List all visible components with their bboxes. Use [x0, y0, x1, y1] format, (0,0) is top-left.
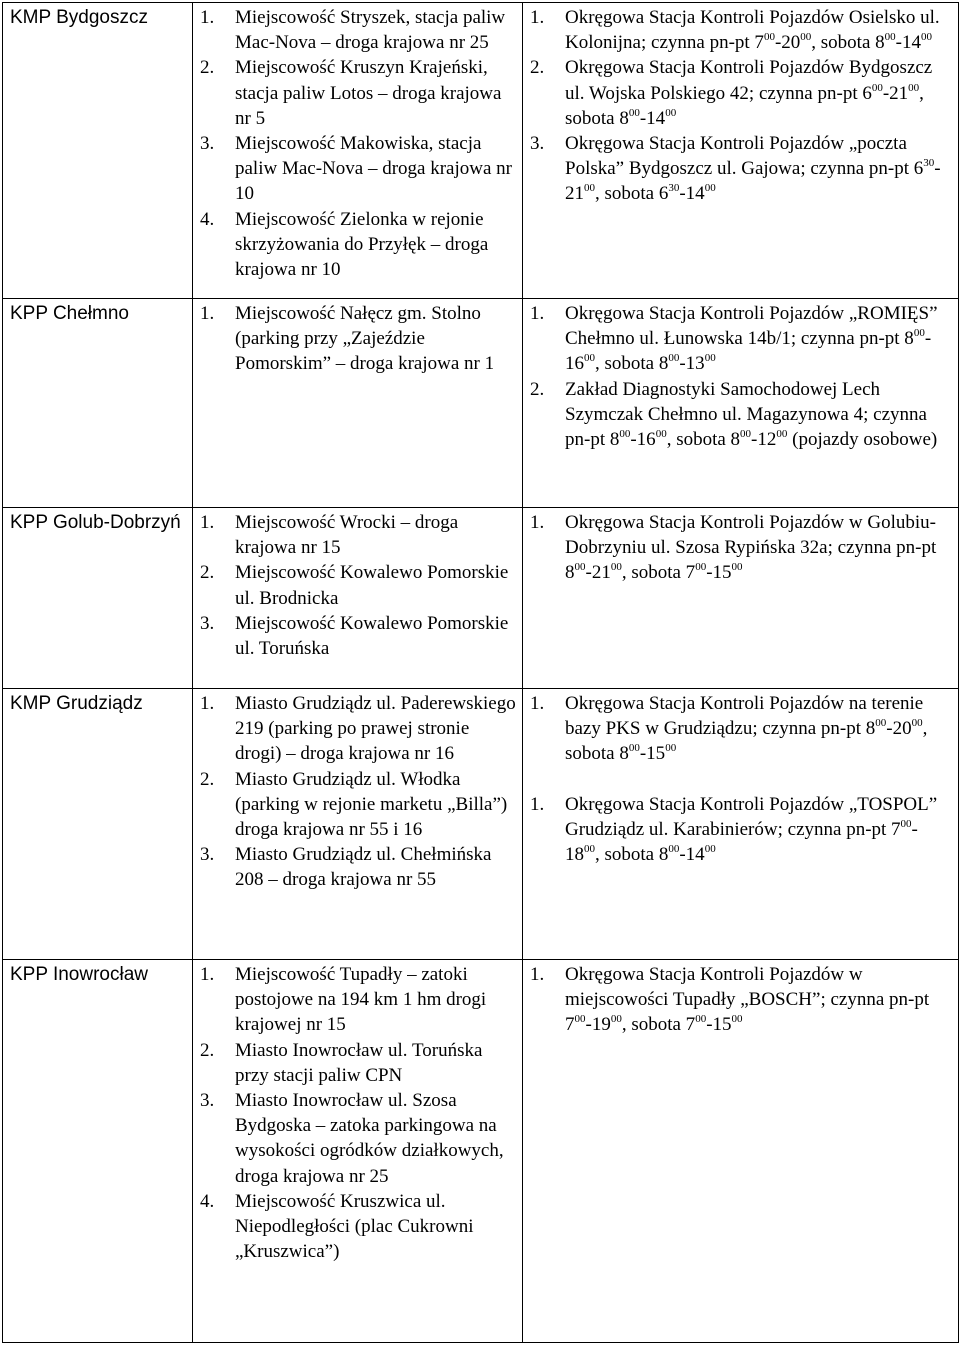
location-item: 1. Miejscowość Tupadły – zatoki postojowe na 194 km 1 hm drogi krajowej nr 15 [200, 964, 487, 1036]
locations-cell [193, 299, 523, 508]
table-row [3, 960, 959, 1343]
locations-cell [193, 689, 523, 960]
table-row [3, 299, 959, 508]
location-item: 3. Miejscowość Kowalewo Pomorskie ul. Toruńska [200, 612, 509, 660]
location-item: 4. Miejscowość Kruszwica ul. Niepodległości (plac Cukrowni „Kruszwica”) [200, 1190, 474, 1263]
location-item: 3. Miasto Inowrocław ul. Szosa Bydgoska – zatoka parkingowa na wysokości ogródków działkowych, droga krajowa nr 25 [200, 1090, 504, 1187]
police-unit-cell: KMP Grudziądz [3, 689, 193, 960]
police-unit-cell: KPP Inowrocław [3, 960, 193, 1343]
station-item: 1. Okręgowa Stacja Kontroli Pojazdów w miejscowości Tupadły „BOSCH”; czynna pn-pt $7^{00}-19^{00}$, sobota $7^{00}-15^{00}$ [530, 964, 930, 1036]
location-item: 1. Miasto Grudziądz ul. Paderewskiego 219 (parking po prawej stronie drogi) – droga krajowa nr 16 [200, 693, 516, 765]
stations-cell [523, 3, 959, 299]
stations-cell [523, 508, 959, 689]
locations-cell [193, 960, 523, 1343]
police-unit-cell: KPP Golub-Dobrzyń [3, 508, 193, 689]
location-item: 1. Miejscowość Nałęcz gm. Stolno (parking przy „Zajeździe Pomorskim” – droga krajowa nr 1 [200, 303, 495, 375]
station-item: 1. Okręgowa Stacja Kontroli Pojazdów na terenie bazy PKS w Grudziądzu; czynna pn-pt $8^{00}-20^{00}$, sobota $8^{00}-15^{00}$ [530, 693, 928, 765]
location-item: 2. Miasto Inowrocław ul. Toruńska przy stacji paliw CPN [200, 1039, 483, 1086]
location-item: 3. Miejscowość Makowiska, stacja paliw Mac-Nova – droga krajowa nr 10 [200, 133, 512, 205]
table-row [3, 508, 959, 689]
stations-cell [523, 299, 959, 508]
station-item: 1. Okręgowa Stacja Kontroli Pojazdów „ROMIĘS” Chełmno ul. Łunowska 14b/1; czynna pn-pt $8^{00}-16^{00}$, sobota $8^{00}-13^{00}$ [530, 303, 938, 375]
location-item: 2. Miejscowość Kruszyn Krajeński, stacja paliw Lotos – droga krajowa nr 5 [200, 57, 502, 129]
table-row [3, 689, 959, 960]
opening-hours: czynna pn-pt $8^{00}-20^{00}$, sobota $8^{00}-15^{00}$ [565, 717, 928, 765]
locations-cell [193, 508, 523, 689]
station-item: 2. Okręgowa Stacja Kontroli Pojazdów Bydgoszcz ul. Wojska Polskiego 42; czynna pn-pt $6^{00}-21^{00}$, sobota $8^{00}-14^{00}$ [530, 57, 933, 129]
opening-hours: czynna pn-pt $6^{00}-21^{00}$, sobota $8^{00}-14^{00}$ [565, 81, 924, 129]
station-item: 1. Okręgowa Stacja Kontroli Pojazdów Osielsko ul. Kolonijna; czynna pn-pt $7^{00}-20^{00}$, sobota $8^{00}-14^{00}$ [530, 7, 940, 54]
location-item: 1. Miejscowość Wrocki – droga krajowa nr 15 [200, 512, 459, 559]
opening-hours: czynna pn-pt $8^{00}-16^{00}$, sobota $8^{00}-13^{00}$ [565, 327, 932, 375]
opening-hours: czynna pn-pt $7^{00}-20^{00}$, sobota $8^{00}-14^{00}$ [651, 31, 932, 54]
location-item: 4. Miejscowość Zielonka w rejonie skrzyżowania do Przyłęk – droga krajowa nr 10 [200, 208, 489, 281]
opening-hours: czynna pn-pt $7^{00}-19^{00}$, sobota $7^{00}-15^{00}$ [565, 989, 930, 1036]
location-item: 2. Miasto Grudziądz ul. Włodka (parking w rejonie marketu „Billa”) droga krajowa nr 55 i 16 [200, 768, 508, 841]
police-unit-cell: KPP Chełmno [3, 299, 193, 508]
table-row [3, 3, 959, 299]
opening-hours: czynna pn-pt $8^{00}-16^{00}$, sobota $8^{00}-12^{00}$ (pojazdy osobowe) [565, 403, 938, 451]
stations-cell [523, 960, 959, 1343]
inspection-table [2, 2, 959, 1343]
opening-hours: czynna pn-pt $6^{30}-21^{00}$, sobota $6^{30}-14^{00}$ [565, 157, 941, 205]
station-item: 3. Okręgowa Stacja Kontroli Pojazdów „poczta Polska” Bydgoszcz ul. Gajowa; czynna pn-pt $6^{30}-21^{00}$, sobota $6^{30}-14^{00}$ [530, 133, 941, 205]
locations-cell [193, 3, 523, 299]
station-item: 1. Okręgowa Stacja Kontroli Pojazdów „TOSPOL” Grudziądz ul. Karabinierów; czynna pn-pt $7^{00}-18^{00}$, sobota $8^{00}-14^{00}$ [530, 793, 938, 866]
station-item: 2. Zakład Diagnostyki Samochodowej Lech Szymczak Chełmno ul. Magazynowa 4; czynna pn-pt $8^{00}-16^{00}$, sobota $8^{00}-12^{00}$ (pojazdy osobowe) [530, 378, 938, 451]
location-item: 2. Miejscowość Kowalewo Pomorskie ul. Brodnicka [200, 562, 509, 609]
location-item: 3. Miasto Grudziądz ul. Chełmińska 208 – droga krajowa nr 55 [200, 844, 492, 891]
opening-hours: czynna pn-pt $7^{00}-18^{00}$, sobota $8^{00}-14^{00}$ [565, 817, 918, 866]
location-item: 1. Miejscowość Stryszek, stacja paliw Mac-Nova – droga krajowa nr 25 [200, 7, 506, 54]
stations-cell [523, 689, 959, 960]
station-item: 1. Okręgowa Stacja Kontroli Pojazdów w Golubiu-Dobrzyniu ul. Szosa Rypińska 32a; czynna pn-pt $8^{00}-21^{00}$, sobota $7^{00}-15^{00}$ [530, 512, 937, 584]
police-unit-cell: KMP Bydgoszcz [3, 3, 193, 299]
opening-hours: czynna pn-pt $8^{00}-21^{00}$, sobota $7^{00}-15^{00}$ [565, 537, 937, 584]
